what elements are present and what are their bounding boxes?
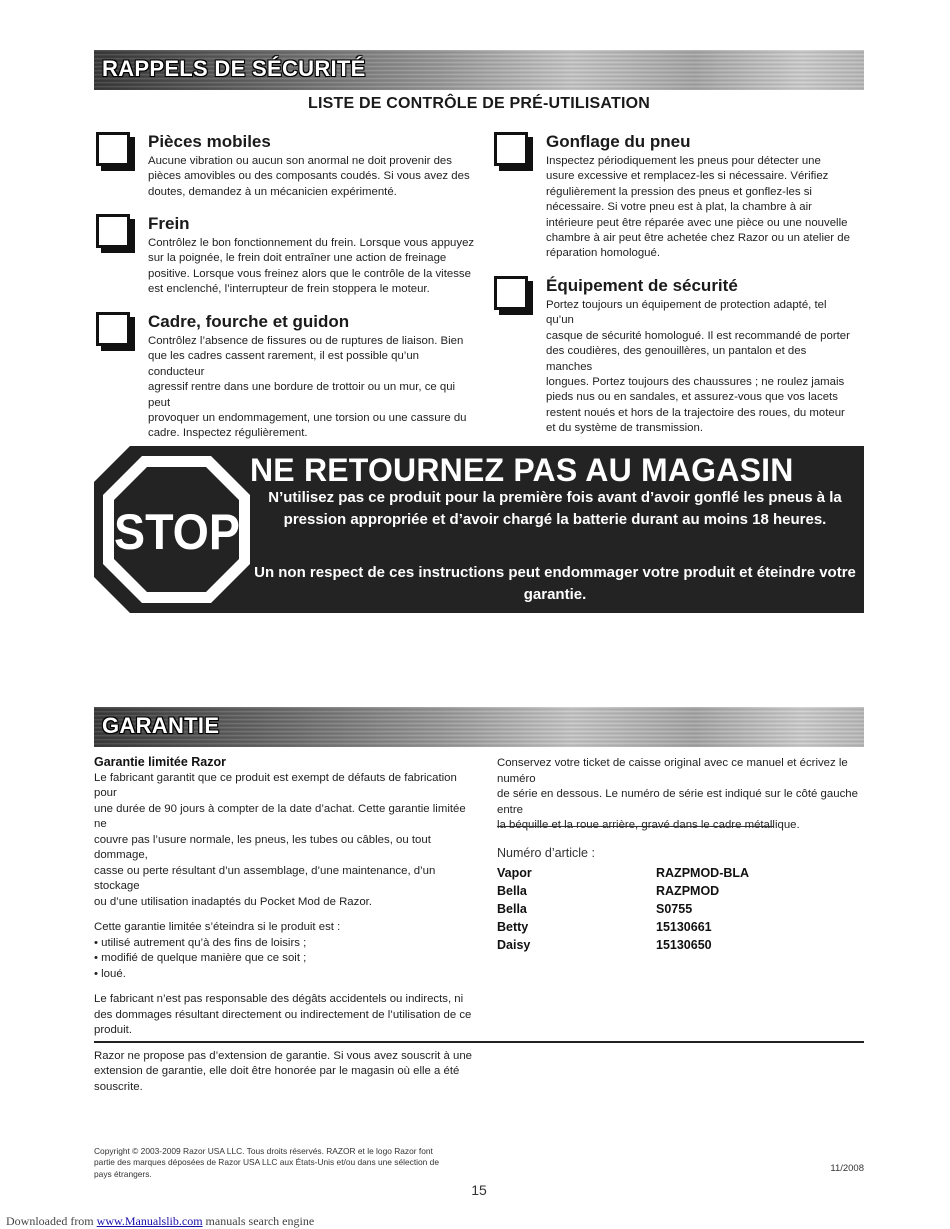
- item-body: Portez toujours un équipement de protection adapté, tel qu’un casque de sécurité homologué. Il est recommandé de porter des coudières, des genouillères, un pantalon et des manches longues. Portez toujours des chaussures ; ne roulez jamais pieds nus ou en sandales, et assurez-vous que vos lacets restent noués et hors de la trajectoire des roues, du moteur et du système de transmission.: [546, 299, 850, 435]
- page-number: 15: [471, 1182, 487, 1198]
- serial-number-line[interactable]: [497, 826, 774, 827]
- model-name: Vapor: [497, 866, 532, 880]
- item-body: Aucune vibration ou aucun son anormal ne doit provenir des pièces amovibles ou des composants coudés. Si vous avez des doutes, demandez à un mécanicien expérimenté.: [148, 155, 470, 198]
- item-title: Cadre, fourche et guidon: [148, 312, 350, 331]
- warranty-right-column: [497, 756, 867, 844]
- checkbox[interactable]: [96, 214, 130, 248]
- download-footer: [6, 1214, 314, 1229]
- model-code: S0755: [656, 902, 693, 916]
- model-code: RAZPMOD: [656, 884, 720, 898]
- warranty-banner-title: GARANTIE: [102, 713, 220, 738]
- warranty-subtitle: Garantie limitée Razor: [94, 755, 226, 769]
- safety-banner-title: RAPPELS DE SÉCURITÉ: [102, 56, 366, 81]
- model-name: Daisy: [497, 938, 531, 952]
- model-row: [497, 884, 797, 902]
- checkbox[interactable]: [96, 312, 130, 346]
- model-row: [497, 938, 797, 956]
- safety-banner: [94, 50, 864, 90]
- item-body: Contrôlez le bon fonctionnement du frein. Lorsque vous appuyez sur la poignée, le frein doit entraîner une action de freinage positive. Lorsque vous freinez alors que le contrôle de la vitesse est enclenché, l’interrupteur de frein stoppera le moteur.: [148, 237, 475, 296]
- warranty-conditions: Cette garantie limitée s’éteindra si le produit est : • utilisé autrement qu’à des fins de loisirs ; • modifié de quelque manière que ce soit ; • loué.: [94, 921, 341, 980]
- item-title: Frein: [148, 214, 190, 233]
- warranty-banner: [94, 707, 864, 747]
- warranty-paragraph: Le fabricant garantit que ce produit est exempt de défauts de fabrication pour une durée de 90 jours à compter de la date d’achat. Cette garantie limitée ne couvre pas l’usure normale, les pneus, les tubes ou câbles, ou tout dommage, casse ou perte résultant d’un assemblage, d’une maintenance, d’un stockage ou d’une utilisation inadaptés du Pocket Mod de Razor.: [94, 771, 466, 908]
- check-item-moving-parts: [96, 132, 476, 202]
- check-item-safety-gear: [494, 276, 854, 435]
- warranty-liability: Le fabricant n’est pas responsable des dégâts accidentels ou indirects, ni des dommages résultant directement ou indirectement de l’utilisation de ce produit.: [94, 993, 472, 1036]
- check-item-brake: [96, 214, 476, 299]
- model-row: [497, 866, 797, 884]
- warranty-left-column: [94, 755, 474, 1105]
- warranty-extension: Razor ne propose pas d’extension de garantie. Si vous avez souscrit à une extension de garantie, elle doit être honorée par le magasin où elle a été souscrite.: [94, 1049, 473, 1093]
- item-title: Gonflage du pneu: [546, 132, 691, 151]
- model-name: Betty: [497, 920, 529, 934]
- checkbox[interactable]: [494, 132, 528, 166]
- checklist-title: LISTE DE CONTRÔLE DE PRÉ-UTILISATION: [307, 95, 651, 112]
- item-number-label: Numéro d’article :: [497, 846, 595, 860]
- model-row: [497, 920, 797, 938]
- checkbox[interactable]: [494, 276, 528, 310]
- model-code: 15130650: [656, 938, 712, 952]
- check-item-tire: [494, 132, 854, 262]
- stop-sign-text: STOP: [114, 504, 240, 560]
- model-name: Bella: [497, 902, 527, 916]
- checkbox[interactable]: [96, 132, 130, 166]
- model-name: Bella: [497, 884, 527, 898]
- stop-instruction: N’utilisez pas ce produit pour la première fois avant d’avoir gonflé les pneus à la pression appropriée et d’avoir chargé la batterie durant au moins 18 heures.: [268, 489, 842, 528]
- item-title: Pièces mobiles: [148, 132, 271, 151]
- stop-warning: Un non respect de ces instructions peut endommager votre produit et éteindre votre garantie.: [254, 564, 856, 603]
- copyright-notice: Copyright © 2003-2009 Razor USA LLC. Tous droits réservés. RAZOR et le logo Razor font partie des marques déposées de Razor USA LLC aux États-Unis et/ou dans une sélection de pays étrangers.: [94, 1146, 439, 1179]
- document-date: 11/2008: [830, 1163, 864, 1174]
- section-divider: [94, 1041, 864, 1043]
- download-suffix: manuals search engine: [205, 1214, 315, 1228]
- model-row: [497, 902, 797, 920]
- item-title: Équipement de sécurité: [546, 276, 738, 295]
- manualslib-link[interactable]: www.Manualslib.com: [96, 1214, 203, 1228]
- receipt-instructions: Conservez votre ticket de caisse original avec ce manuel et écrivez le numéro de série en dessous. Le numéro de série est indiqué sur le côté gauche entre la béquille et la roue arrière, gravé dans le cadre métallique.: [497, 757, 858, 831]
- stop-sign-icon: [94, 446, 259, 613]
- model-code: 15130661: [656, 920, 712, 934]
- stop-heading: NE RETOURNEZ PAS AU MAGASIN: [250, 452, 794, 488]
- check-item-frame: [96, 312, 476, 440]
- model-code: RAZPMOD-BLA: [656, 866, 750, 880]
- item-body: Inspectez périodiquement les pneus pour détecter une usure excessive et remplacez-les si nécessaire. Vérifiez régulièrement la pression des pneus et gonflez-les si nécessaire. Si votre pneu est à plat, la chambre à air intérieure peut être réparée avec une pièce ou une nouvelle chambre à air peut être achetée chez Razor ou un atelier de réparation homologué.: [546, 155, 850, 260]
- download-prefix: Downloaded from: [6, 1214, 94, 1228]
- model-list: [497, 866, 797, 956]
- item-body: Contrôlez l’absence de fissures ou de ruptures de liaison. Bien que les cadres cassent rarement, il est possible qu’un conducteur agressif rentre dans une bordure de trottoir ou un mur, ce qui peut provoquer un endommagement, une torsion ou une cassure du cadre. Inspectez régulièrement.: [148, 335, 467, 440]
